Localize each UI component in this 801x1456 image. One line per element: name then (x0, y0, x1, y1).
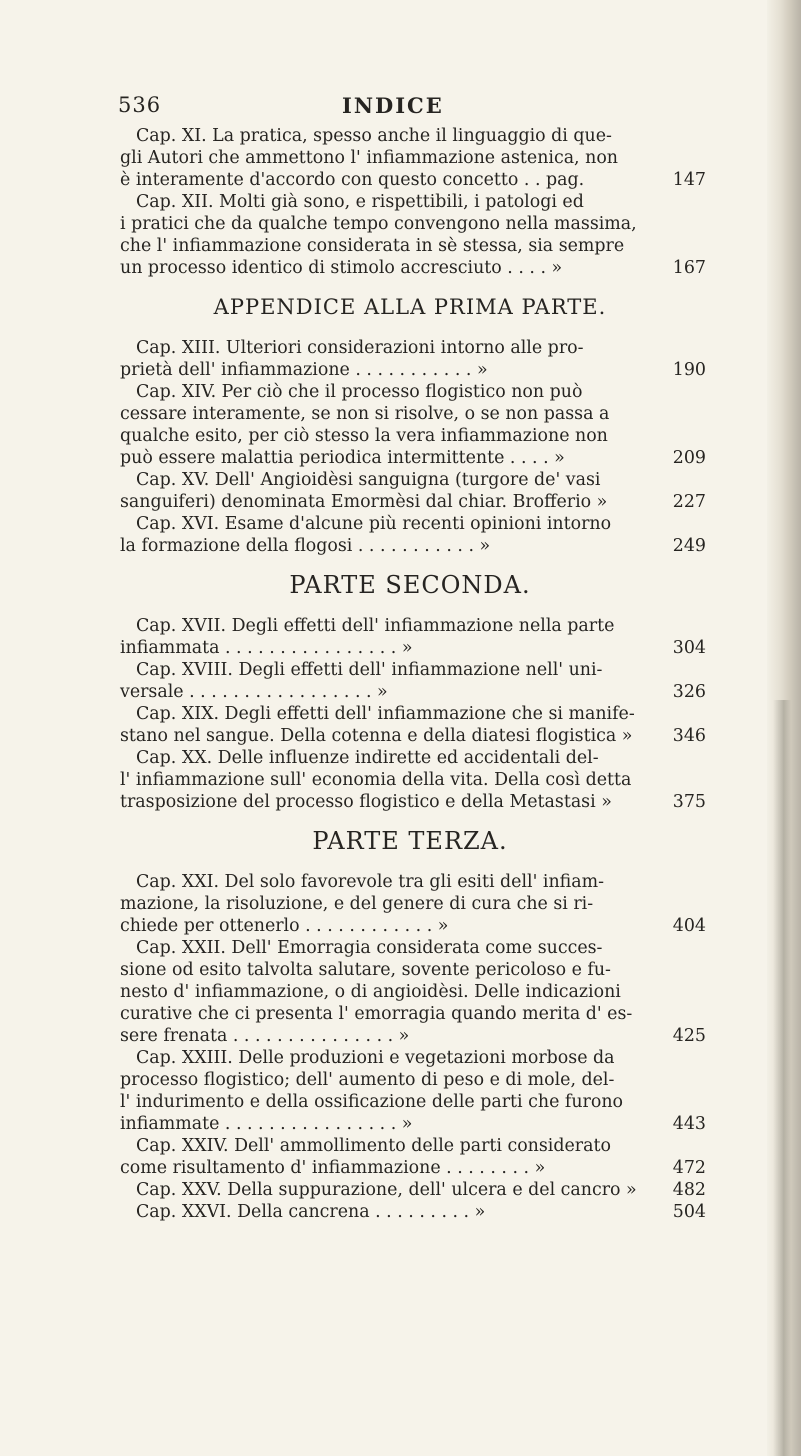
entry-line (120, 915, 706, 937)
entry-line-text: infiammata . . . . . . . . . . . . . . . . » (120, 638, 413, 658)
entry-line-text: chiede per ottenerlo . . . . . . . . . . . . » (120, 916, 449, 936)
entry-line-text: infiammate . . . . . . . . . . . . . . . . » (120, 1114, 413, 1134)
entry-line-text: Cap. XIX. Degli effetti dell' infiammazione che si manife- (136, 704, 635, 724)
entry-line (120, 1047, 700, 1069)
entry-line-text: Cap. XI. La pratica, spesso anche il linguaggio di que- (136, 126, 612, 146)
entry-line (120, 659, 700, 681)
entry-page-number: 425 (672, 1026, 706, 1046)
index-entry (120, 513, 706, 557)
page-gutter-shadow (773, 700, 791, 1456)
entry-line-text: Cap. XXV. Della suppurazione, dell' ulcera e del cancro » (136, 1180, 637, 1200)
entry-line-text: Cap. XXII. Dell' Emorragia considerata come succes- (136, 938, 603, 958)
running-title: INDICE (342, 93, 444, 118)
index-entry (120, 381, 706, 469)
entry-line (120, 1201, 706, 1223)
entry-line (120, 1025, 706, 1047)
index-entry (120, 871, 706, 937)
entry-line-text: Cap. XVI. Esame d'alcune più recenti opinioni intorno (136, 514, 612, 534)
entry-page-number: 443 (672, 1114, 706, 1134)
index-entry (120, 337, 706, 381)
entry-line-text: sanguiferi) denominata Emormèsi dal chiar. Brofferio » (120, 492, 608, 512)
index-entry (120, 659, 706, 703)
index-entry (120, 703, 706, 747)
entry-line-text: Cap. XV. Dell' Angioidèsi sanguigna (turgore de' vasi (136, 470, 601, 490)
index-entry (120, 1135, 706, 1179)
entry-line (120, 425, 700, 447)
index-entry (120, 1201, 706, 1223)
entry-line (120, 491, 706, 513)
entry-line-text: qualche esito, per ciò stesso la vera infiammazione non (120, 426, 608, 446)
entry-line-text: processo flogistico; dell' aumento di peso e di mole, del- (120, 1070, 615, 1090)
index-entry (120, 615, 706, 659)
entry-line-text: l' infiammazione sull' economia della vita. Della così detta (120, 770, 632, 790)
entry-line (120, 893, 700, 915)
entry-line-text: Cap. XXI. Del solo favorevole tra gli esiti dell' infiam- (136, 872, 605, 892)
index-entry (120, 125, 706, 191)
entry-line-text: come risultamento d' infiammazione . . . . . . . . » (120, 1158, 546, 1178)
entry-line-text: Cap. XII. Molti già sono, e rispettibili, i patologi ed (136, 192, 584, 212)
entry-line-text: Cap. XX. Delle influenze indirette ed accidentali del- (136, 748, 599, 768)
entry-line-text: un processo identico di stimolo accresciuto . . . . » (120, 258, 563, 278)
entry-line (120, 681, 706, 703)
entry-line (120, 337, 700, 359)
index-entry (120, 747, 706, 813)
entry-page-number: 190 (672, 360, 706, 380)
entry-line-text: nesto d' infiammazione, o di angioidèsi. Delle indicazioni (120, 982, 621, 1002)
entry-line-text: prietà dell' infiammazione . . . . . . . . . . . » (120, 360, 488, 380)
entry-line-text: stano nel sangue. Della cotenna e della diatesi flogistica » (120, 726, 633, 746)
entry-line-text: cessare interamente, se non si risolve, o se non passa a (120, 404, 610, 424)
entry-line (120, 703, 700, 725)
entry-page-number: 346 (672, 726, 706, 746)
entry-line (120, 1179, 706, 1201)
entry-line (120, 959, 700, 981)
entry-line-text: l' indurimento e della ossificazione delle parti che furono (120, 1092, 623, 1112)
entry-line-text: versale . . . . . . . . . . . . . . . . . » (120, 682, 388, 702)
index-entry (120, 191, 706, 279)
entry-line-text: Cap. XVII. Degli effetti dell' infiammazione nella parte (136, 616, 615, 636)
entry-line (120, 257, 706, 279)
entry-line-text: gli Autori che ammettono l' infiammazione astenica, non (120, 148, 618, 168)
entry-line (120, 381, 700, 403)
running-header (118, 93, 678, 127)
entry-line (120, 147, 700, 169)
entry-page-number: 472 (672, 1158, 706, 1178)
index-entry (120, 1179, 706, 1201)
entry-line-text: è interamente d'accordo con questo concetto . . pag. (120, 170, 585, 190)
entry-line (120, 191, 700, 213)
entry-line (120, 125, 700, 147)
entry-page-number: 482 (672, 1180, 706, 1200)
entry-line (120, 747, 700, 769)
entry-line-text: può essere malattia periodica intermittente . . . . » (120, 448, 565, 468)
entry-line-text: Cap. XXVI. Della cancrena . . . . . . . . . » (136, 1202, 486, 1222)
entry-line (120, 637, 706, 659)
entry-line (120, 1157, 706, 1179)
entry-page-number: 504 (672, 1202, 706, 1222)
entry-line (120, 1113, 706, 1135)
entry-page-number: 249 (672, 536, 706, 556)
entry-page-number: 167 (672, 258, 706, 278)
page-number: 536 (118, 93, 162, 117)
entry-line (120, 213, 700, 235)
entry-line (120, 1135, 700, 1157)
entry-line-text: i pratici che da qualche tempo convengono nella massima, (120, 214, 637, 234)
index-entry (120, 469, 706, 513)
entry-line-text: Cap. XXIV. Dell' ammollimento delle parti considerato (136, 1136, 611, 1156)
entry-line-text: sione od esito talvolta salutare, sovente pericoloso e fu- (120, 960, 611, 980)
entry-page-number: 326 (672, 682, 706, 702)
index-text (120, 125, 706, 1223)
entry-line (120, 871, 700, 893)
entry-page-number: 304 (672, 638, 706, 658)
entry-line (120, 1003, 700, 1025)
entry-line-text: Cap. XIII. Ulteriori considerazioni intorno alle pro- (136, 338, 584, 358)
section-heading: PARTE TERZA. (312, 827, 508, 855)
entry-page-number: 404 (672, 916, 706, 936)
index-entry (120, 937, 706, 1047)
entry-line-text: la formazione della flogosi . . . . . . . . . . . » (120, 536, 491, 556)
entry-line (120, 981, 700, 1003)
entry-line (120, 447, 706, 469)
entry-page-number: 209 (672, 448, 706, 468)
entry-line-text: Cap. XIV. Per ciò che il processo flogistico non può (136, 382, 583, 402)
entry-line-text: che l' infiammazione considerata in sè stessa, sia sempre (120, 236, 625, 256)
entry-line-text: curative che ci presenta l' emorragia quando merita d' es- (120, 1004, 633, 1024)
section-heading: APPENDICE ALLA PRIMA PARTE. (213, 295, 607, 319)
section-heading: PARTE SECONDA. (289, 571, 531, 599)
entry-line (120, 513, 700, 535)
index-entry (120, 1047, 706, 1135)
entry-line (120, 1069, 700, 1091)
entry-line-text: Cap. XXIII. Delle produzioni e vegetazioni morbose da (136, 1048, 615, 1068)
entry-line-text: mazione, la risoluzione, e del genere di cura che si ri- (120, 894, 594, 914)
entry-line (120, 615, 700, 637)
entry-line (120, 791, 706, 813)
entry-line (120, 1091, 700, 1113)
entry-page-number: 227 (672, 492, 706, 512)
entry-line-text: trasposizione del processo flogistico e della Metastasi » (120, 792, 612, 812)
entry-line-text: sere frenata . . . . . . . . . . . . . . . » (120, 1026, 410, 1046)
entry-line (120, 469, 700, 491)
entry-page-number: 375 (672, 792, 706, 812)
entry-line (120, 937, 700, 959)
entry-line (120, 403, 700, 425)
entry-line (120, 535, 706, 557)
entry-line (120, 235, 700, 257)
entry-line (120, 769, 700, 791)
entry-line (120, 359, 706, 381)
entry-line-text: Cap. XVIII. Degli effetti dell' infiammazione nell' uni- (136, 660, 603, 680)
entry-line (120, 169, 706, 191)
entry-page-number: 147 (672, 170, 706, 190)
entry-line (120, 725, 706, 747)
